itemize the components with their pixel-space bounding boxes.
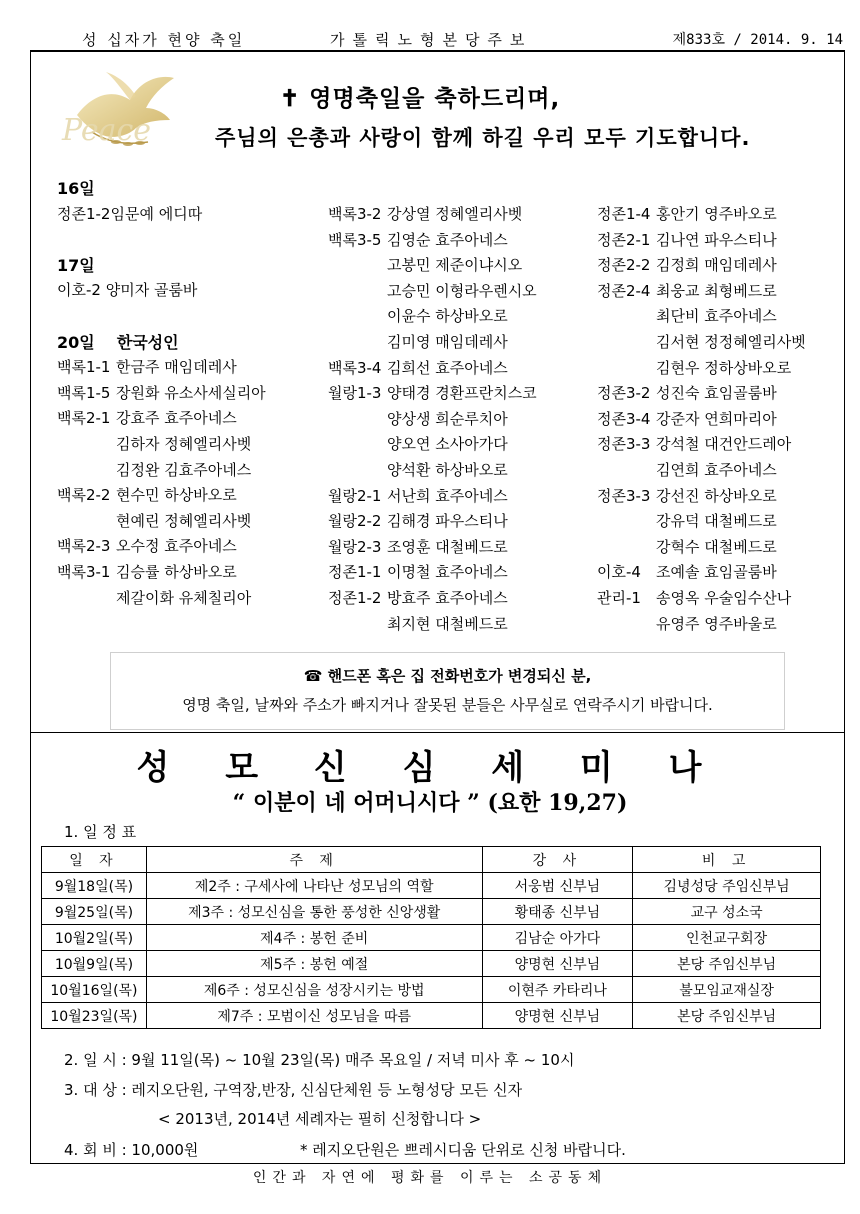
topic-cell: 제5주 : 봉헌 예절 (146, 951, 482, 977)
seminar-fee: 4. 회 비 : 10,000원 (64, 1141, 199, 1159)
issue-number-date: 제833호 / 2014. 9. 14 (672, 32, 843, 48)
list-item (328, 304, 537, 330)
list-item (57, 560, 266, 586)
member-name: 이명철 효주아네스 (387, 563, 508, 582)
district-prefix: 백록3-5 (328, 230, 382, 249)
list-item (328, 458, 537, 484)
list-item (328, 202, 537, 228)
member-name: 김정희 매임데레사 (656, 256, 777, 275)
list-item (57, 509, 266, 535)
member-name: 강선진 하상바오로 (656, 486, 777, 505)
member-name: 방효주 효주아네스 (387, 588, 508, 607)
list-item (597, 228, 806, 254)
list-item (597, 381, 806, 407)
topic-cell: 제2주 : 구세사에 나타난 성모님의 역할 (146, 873, 482, 899)
district-prefix: 백록1-1 (57, 358, 111, 377)
list-item (328, 484, 537, 510)
list-item (597, 279, 806, 305)
member-name: 오수정 효주아네스 (116, 537, 237, 556)
list-item (328, 407, 537, 433)
district-prefix: 정존3-2 (597, 384, 651, 403)
member-name: 김나연 파우스티나 (656, 230, 777, 249)
schedule-table (41, 846, 821, 1029)
list-item (597, 509, 806, 535)
topic-cell: 제4주 : 봉헌 준비 (146, 925, 482, 951)
column-header-date: 일 자 (42, 847, 147, 873)
speaker-cell: 김남순 아가다 (482, 925, 633, 951)
list-item (597, 356, 806, 382)
table-row (42, 899, 821, 925)
district-prefix: 백록3-4 (328, 358, 382, 377)
district-prefix: 정존1-1 (328, 563, 382, 582)
list-item (597, 432, 806, 458)
member-name: 강준자 연희마리아 (656, 409, 777, 428)
member-name: 강상열 정혜엘리사벳 (387, 205, 523, 223)
list-item (328, 279, 537, 305)
district-prefix: 이호-4 (597, 563, 641, 582)
remarks-cell: 인천교구회장 (633, 925, 821, 951)
contact-notice-box (110, 652, 785, 730)
district-prefix: 정존2-4 (597, 281, 651, 300)
member-name: 최웅교 최형베드로 (656, 281, 777, 300)
list-item (57, 355, 266, 381)
table-row (42, 873, 821, 899)
list-item (328, 253, 537, 279)
table-row (42, 925, 821, 951)
member-name: 양태경 경환프란치스코 (387, 384, 537, 403)
remarks-cell: 김녕성당 주임신부님 (633, 873, 821, 899)
speaker-cell: 이현주 카타리나 (482, 977, 633, 1003)
list-item (597, 202, 806, 228)
member-name: 홍안기 영주바오로 (656, 205, 777, 223)
list-item (597, 612, 806, 638)
column-header-remarks: 비 고 (633, 847, 821, 873)
schedule-label: 1. 일 정 표 (64, 823, 137, 841)
list-item (328, 356, 537, 382)
column-header-topic: 주 제 (146, 847, 482, 873)
list-item: 이호-2 양미자 골룸바 (57, 281, 198, 300)
member-name: 김정완 김효주아네스 (116, 460, 252, 479)
district-prefix: 월랑2-1 (328, 486, 382, 505)
list-item (328, 330, 537, 356)
footer-motto: 인간과 자연에 평화를 이루는 소공동체 (252, 1170, 608, 1186)
feast-title: 성 십자가 현양 축일 (82, 31, 246, 49)
member-name: 김영순 효주아네스 (387, 230, 508, 249)
district-prefix: 정존1-4 (597, 205, 651, 223)
list-item (328, 612, 537, 638)
phone-icon: ☎ (303, 667, 323, 685)
list-item (597, 253, 806, 279)
day-20-heading: 20일 한국성인 (57, 332, 179, 352)
feast-column-2 (328, 202, 537, 637)
member-name: 한금주 매임데레사 (116, 358, 237, 377)
seminar-subtitle: “ 이분이 네 어머니시다 ” (요한 19,27) (232, 790, 628, 816)
member-name: 김하자 정혜엘리사벳 (116, 434, 252, 453)
district-prefix: 백록3-1 (57, 562, 111, 581)
day-17-heading: 17일 (57, 255, 95, 275)
member-name: 고승민 이형라우렌시오 (387, 281, 537, 300)
member-name: 양오연 소사아가다 (387, 435, 508, 454)
table-row (42, 977, 821, 1003)
member-name: 김연희 효주아네스 (656, 460, 777, 479)
section-divider (30, 732, 845, 733)
list-item (57, 406, 266, 432)
member-name: 김희선 효주아네스 (387, 358, 508, 377)
date-cell: 10월9일(목) (42, 951, 147, 977)
list-item (328, 381, 537, 407)
district-prefix: 정존1-2 (328, 588, 382, 607)
member-name: 양상생 희순루치아 (387, 409, 508, 428)
list-item (328, 228, 537, 254)
seminar-target-note: < 2013년, 2014년 세례자는 필히 신청합니다 > (158, 1110, 482, 1128)
member-name: 강효주 효주아네스 (116, 409, 237, 428)
list-item (57, 432, 266, 458)
list-item (597, 484, 806, 510)
speaker-cell: 황태종 신부님 (482, 899, 633, 925)
speaker-cell: 양명현 신부님 (482, 951, 633, 977)
district-prefix: 백록3-2 (328, 205, 382, 223)
dove-peace-logo-icon (52, 70, 192, 160)
member-name: 현수민 하상바오로 (116, 486, 237, 505)
date-cell: 9월25일(목) (42, 899, 147, 925)
day-16-heading: 16일 (57, 179, 95, 198)
remarks-cell: 교구 성소국 (633, 899, 821, 925)
district-prefix: 정존3-4 (597, 409, 651, 428)
district-prefix: 월랑1-3 (328, 384, 382, 403)
list-item (57, 458, 266, 484)
seminar-target: 3. 대 상 : 레지오단원, 구역장,반장, 신심단체원 등 노형성당 모든 신자 (64, 1081, 523, 1099)
list-item (57, 381, 266, 407)
list-item (328, 535, 537, 561)
topic-cell: 제7주 : 모범이신 성모님을 따름 (146, 1003, 482, 1029)
member-name: 현예린 정혜엘리사벳 (116, 511, 252, 530)
list-item (597, 304, 806, 330)
district-prefix: 월랑2-3 (328, 537, 382, 556)
member-name: 양석환 하상바오로 (387, 460, 508, 479)
district-prefix: 월랑2-2 (328, 512, 382, 531)
speaker-cell: 양명현 신부님 (482, 1003, 633, 1029)
seminar-title: 성 모 신 심 세 미 나 (136, 748, 724, 788)
member-name: 조예솔 효임골룸바 (656, 563, 777, 582)
list-item (328, 560, 537, 586)
district-prefix: 정존2-2 (597, 256, 651, 275)
topic-cell: 제6주 : 성모신심을 성장시키는 방법 (146, 977, 482, 1003)
district-prefix: 정존2-1 (597, 230, 651, 249)
list-item (597, 560, 806, 586)
member-name: 김해경 파우스티나 (387, 512, 508, 531)
greeting-line-2: 주님의 은총과 사랑이 함께 하길 우리 모두 기도합니다. (215, 126, 751, 150)
member-name: 조영훈 대철베드로 (387, 537, 508, 556)
member-name: 송영옥 우술임수산나 (656, 588, 792, 607)
remarks-cell: 본당 주임신부님 (633, 1003, 821, 1029)
member-name: 고봉민 제준이냐시오 (387, 256, 523, 275)
greeting-line-1-text: 영명축일을 축하드리며, (309, 86, 561, 112)
notice-line-2: 영명 축일, 날짜와 주소가 빠지거나 잘못된 분들은 사무실로 연락주시기 바랍니다. (182, 696, 713, 714)
parish-bulletin-title: 가톨릭노형본당주보 (330, 31, 533, 49)
district-prefix: 정존3-3 (597, 486, 651, 505)
table-row (42, 951, 821, 977)
list-item: 정존1-2임문예 에디따 (57, 204, 203, 223)
topic-cell: 제3주 : 성모신심을 통한 풍성한 신앙생활 (146, 899, 482, 925)
korean-saints-note: 한국성인 (116, 332, 179, 352)
member-name: 강유덕 대철베드로 (656, 512, 777, 531)
member-name: 김미영 매임데레사 (387, 332, 508, 351)
list-item (597, 330, 806, 356)
district-prefix: 백록2-2 (57, 486, 111, 505)
district-prefix: 백록1-5 (57, 383, 111, 402)
cross-icon: ✝ (280, 85, 301, 112)
district-prefix: 백록2-1 (57, 409, 111, 428)
list-item (57, 534, 266, 560)
remarks-cell: 본당 주임신부님 (633, 951, 821, 977)
member-name: 김현우 정하상바오로 (656, 358, 792, 377)
feast-column-3 (597, 202, 806, 637)
member-name: 김서현 정정혜엘리사벳 (656, 332, 806, 351)
table-header-row (42, 847, 821, 873)
member-name: 강석철 대건안드레아 (656, 435, 792, 454)
member-name: 성진숙 효임골룸바 (656, 384, 777, 403)
bulletin-header (30, 26, 845, 52)
date-cell: 9월18일(목) (42, 873, 147, 899)
list-item (328, 509, 537, 535)
member-name: 최단비 효주아네스 (656, 307, 777, 326)
remarks-cell: 불모임교재실장 (633, 977, 821, 1003)
district-prefix: 관리-1 (597, 588, 641, 607)
member-name: 서난희 효주아네스 (387, 486, 508, 505)
list-item (597, 407, 806, 433)
member-name: 유영주 영주바울로 (656, 614, 777, 633)
table-row (42, 1003, 821, 1029)
seminar-time: 2. 일 시 : 9월 11일(목) ~ 10월 23일(목) 매주 목요일 / 저녁 미사 후 ~ 10시 (64, 1051, 575, 1069)
list-item (597, 458, 806, 484)
member-name: 최지현 대철베드로 (387, 614, 508, 633)
list-item (597, 586, 806, 612)
feast-column-1 (57, 176, 266, 611)
seminar-fee-note: * 레지오단원은 쁘레시디움 단위로 신청 바랍니다. (300, 1141, 626, 1159)
list-item (57, 483, 266, 509)
notice-line-1: ☎ 핸드폰 혹은 집 전화번호가 변경되신 분, (303, 667, 592, 685)
member-name: 장원화 유소사세실리아 (116, 383, 266, 402)
member-name: 강혁수 대철베드로 (656, 537, 777, 556)
date-cell: 10월16일(목) (42, 977, 147, 1003)
date-cell: 10월2일(목) (42, 925, 147, 951)
logo-text: Peace (62, 113, 152, 148)
column-header-speaker: 강 사 (482, 847, 633, 873)
list-item (328, 432, 537, 458)
member-name: 이윤수 하상바오로 (387, 307, 508, 326)
list-item (328, 586, 537, 612)
date-cell: 10월23일(목) (42, 1003, 147, 1029)
member-name: 김승률 하상바오로 (116, 562, 237, 581)
member-name: 제갈이화 유체칠리아 (116, 588, 252, 607)
list-item (57, 586, 266, 612)
district-prefix: 백록2-3 (57, 537, 111, 556)
district-prefix: 정존3-3 (597, 435, 651, 454)
list-item (597, 535, 806, 561)
speaker-cell: 서웅범 신부님 (482, 873, 633, 899)
greeting-line-1 (280, 80, 560, 113)
